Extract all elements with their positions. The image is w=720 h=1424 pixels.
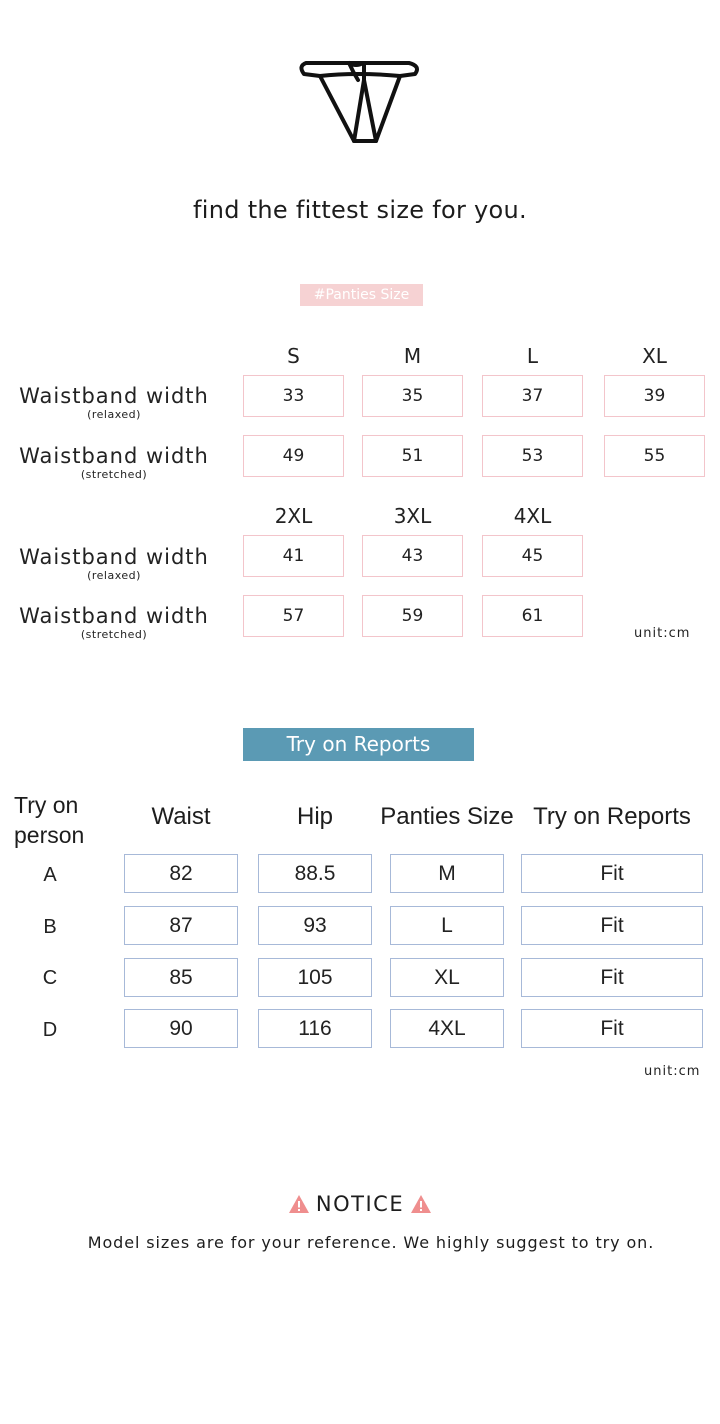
tagline: find the fittest size for you. (193, 196, 527, 224)
size-cell: 59 (362, 595, 463, 637)
waistband-label-relaxed: Waistband width (19, 384, 209, 408)
hip-cell: 105 (258, 958, 372, 997)
size-header: 2XL (274, 504, 313, 528)
size-cell: XL (390, 958, 504, 997)
size-cell: 53 (482, 435, 583, 477)
size-cell: 37 (482, 375, 583, 417)
panties-size-tag: #Panties Size (300, 284, 423, 306)
stretched-note: (stretched) (80, 628, 148, 641)
report-cell: Fit (521, 906, 703, 945)
report-cell: Fit (521, 1009, 703, 1048)
unit-label: unit:cm (644, 1064, 701, 1079)
size-cell: 4XL (390, 1009, 504, 1048)
size-header: L (526, 344, 539, 368)
hip-cell: 93 (258, 906, 372, 945)
size-cell: L (390, 906, 504, 945)
notice-text: Model sizes are for your reference. We highly suggest to try on. (87, 1233, 655, 1252)
relaxed-note: (relaxed) (87, 408, 141, 421)
hip-header: Hip (296, 803, 333, 830)
waist-header: Waist (151, 803, 211, 830)
waistband-label-stretched: Waistband width (19, 604, 209, 628)
size-cell: 33 (243, 375, 344, 417)
size-cell: 51 (362, 435, 463, 477)
person-label: D (42, 1019, 58, 1041)
size-header: XL (642, 344, 667, 368)
report-cell: Fit (521, 854, 703, 893)
size-cell: 57 (243, 595, 344, 637)
panties-icon (296, 58, 426, 148)
hip-cell: 116 (258, 1009, 372, 1048)
size-header: 4XL (513, 504, 552, 528)
size-header: M (403, 344, 422, 368)
size-cell: 39 (604, 375, 705, 417)
size-cell: M (390, 854, 504, 893)
size-header: S (287, 344, 300, 368)
report-cell: Fit (521, 958, 703, 997)
waist-cell: 90 (124, 1009, 238, 1048)
size-cell: 41 (243, 535, 344, 577)
warning-icon (410, 1194, 432, 1214)
waist-cell: 85 (124, 958, 238, 997)
person-header (14, 790, 84, 850)
stretched-note: (stretched) (80, 468, 148, 481)
relaxed-note: (relaxed) (87, 569, 141, 582)
hip-cell: 88.5 (258, 854, 372, 893)
notice-title: NOTICE (315, 1192, 405, 1216)
size-cell: 45 (482, 535, 583, 577)
unit-label: unit:cm (634, 626, 691, 641)
waist-cell: 82 (124, 854, 238, 893)
person-header-line2: person (14, 822, 85, 848)
waistband-label-stretched: Waistband width (19, 444, 209, 468)
try-on-reports-tag: Try on Reports (243, 728, 474, 761)
person-label: A (43, 864, 57, 886)
size-cell: 49 (243, 435, 344, 477)
size-cell: 55 (604, 435, 705, 477)
person-label: C (42, 967, 58, 989)
size-cell: 35 (362, 375, 463, 417)
person-header-line1: Try on (14, 792, 79, 818)
notice-heading (0, 1192, 720, 1216)
waist-cell: 87 (124, 906, 238, 945)
report-header: Try on Reports (533, 803, 691, 830)
size-cell: 43 (362, 535, 463, 577)
warning-icon (288, 1194, 310, 1214)
size-cell: 61 (482, 595, 583, 637)
size-header: 3XL (393, 504, 432, 528)
panties-size-header: Panties Size (380, 803, 514, 830)
person-label: B (43, 916, 57, 938)
waistband-label-relaxed: Waistband width (19, 545, 209, 569)
